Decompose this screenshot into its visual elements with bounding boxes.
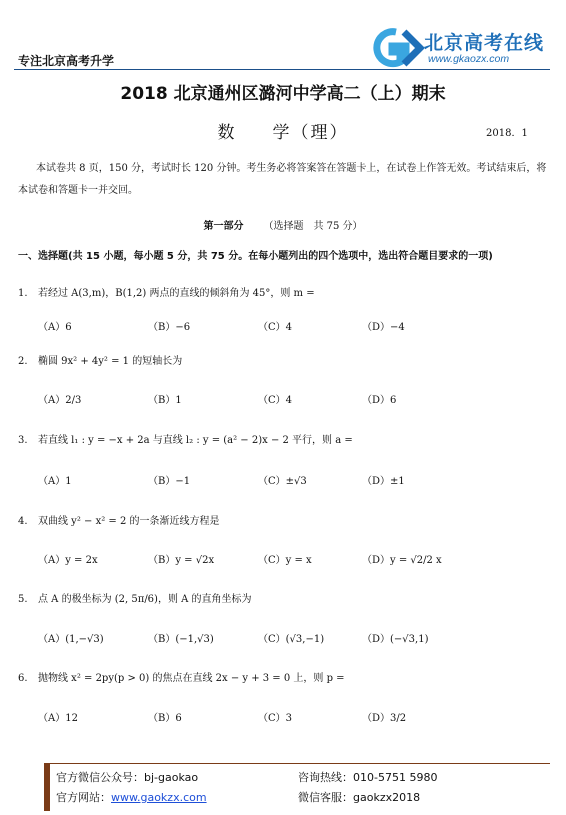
part-heading	[0, 217, 566, 232]
option-d: （D）y = √2/2 x	[362, 555, 442, 566]
option-d: （D）3/2	[362, 713, 407, 724]
question-number: 2.	[18, 356, 28, 367]
page-footer	[0, 763, 566, 815]
question-stem: 若直线 l₁ : y = −x + 2a 与直线 l₂ : y = (a² − 2)x − 2 平行，则 a =	[38, 435, 353, 446]
option-a: （A）2/3	[38, 395, 82, 406]
exam-title: 2018 北京通州区潞河中学高二（上）期末	[120, 84, 446, 104]
question-stem: 若经过 A(3,m)，B(1,2) 两点的直线的倾斜角为 45°，则 m =	[38, 288, 315, 299]
footer-site	[56, 789, 207, 805]
brand-logo	[370, 26, 550, 70]
footer-accent-bar	[44, 763, 50, 811]
logo-text: 北京高考在线	[424, 32, 545, 54]
option-a: （A）(1,−√3)	[38, 634, 104, 645]
question-stem: 双曲线 y² − x² = 2 的一条渐近线方程是	[38, 516, 220, 527]
option-d: （D）−4	[362, 322, 405, 333]
footer-site-label: 官方网站：	[56, 791, 111, 804]
option-a: （A）12	[38, 713, 78, 724]
option-c: （C）(√3,−1)	[258, 634, 325, 645]
footer-site-link[interactable]: www.gaokzx.com	[111, 791, 207, 804]
footer-divider	[50, 763, 550, 764]
option-b: （B）−6	[148, 322, 191, 333]
option-b: （B）(−1,√3)	[148, 634, 214, 645]
option-b: （B）6	[148, 713, 182, 724]
subject-left: 数	[217, 123, 237, 143]
option-c: （C）3	[258, 713, 293, 724]
question-6	[18, 669, 345, 684]
question-stem: 点 A 的极坐标为 (2, 5π/6)，则 A 的直角坐标为	[38, 594, 252, 605]
section-heading: 一、选择题(共 15 小题，每小题 5 分，共 75 分。在每小题列出的四个选项中，选出符合题目要求的一项)	[18, 251, 493, 262]
option-c: （C）4	[258, 322, 293, 333]
option-d: （D）6	[362, 395, 397, 406]
subject-right: 学（理）	[272, 123, 349, 143]
question-stem: 椭圆 9x² + 4y² = 1 的短轴长为	[38, 356, 183, 367]
exam-subject	[0, 118, 566, 143]
question-number: 6.	[18, 673, 28, 684]
option-a: （A）6	[38, 322, 72, 333]
question-number: 1.	[18, 288, 28, 299]
option-d: （D）±1	[362, 476, 405, 487]
logo-url: www.gkaozx.com	[428, 53, 510, 65]
part-name: 第一部分	[203, 221, 244, 232]
option-d: （D）(−√3,1)	[362, 634, 429, 645]
question-1	[18, 284, 315, 299]
question-2	[18, 352, 182, 367]
footer-service: 微信客服：gaokzx2018	[298, 791, 421, 804]
part-desc: （选择题 共 75 分）	[263, 221, 363, 232]
question-stem: 抛物线 x² = 2py(p > 0) 的焦点在直线 2x − y + 3 = 0 上，则 p =	[38, 673, 345, 684]
exam-date: 2018．1	[486, 128, 528, 139]
question-number: 4.	[18, 516, 28, 527]
option-c: （C）4	[258, 395, 293, 406]
option-b: （B）1	[148, 395, 182, 406]
header-divider	[14, 69, 550, 70]
option-c: （C）y = x	[258, 555, 312, 566]
question-number: 5.	[18, 594, 28, 605]
logo-emblem-icon	[370, 26, 426, 70]
header-tagline: 专注北京高考升学	[18, 54, 115, 68]
option-b: （B）y = √2x	[148, 555, 215, 566]
question-4	[18, 512, 220, 527]
question-3	[18, 431, 353, 446]
footer-hotline: 咨询热线：010-5751 5980	[298, 771, 438, 784]
option-a: （A）1	[38, 476, 72, 487]
exam-instructions: 本试卷共 8 页，150 分，考试时长 120 分钟。考生务必将答案答在答题卡上，在试卷上作答无效。考试结束后，将本试卷和答题卡一并交回。	[18, 163, 547, 196]
option-b: （B）−1	[148, 476, 191, 487]
option-a: （A）y = 2x	[38, 555, 98, 566]
footer-wechat: 官方微信公众号：bj-gaokao	[56, 771, 199, 784]
option-c: （C）±√3	[258, 476, 307, 487]
question-number: 3.	[18, 435, 28, 446]
question-5	[18, 590, 252, 605]
